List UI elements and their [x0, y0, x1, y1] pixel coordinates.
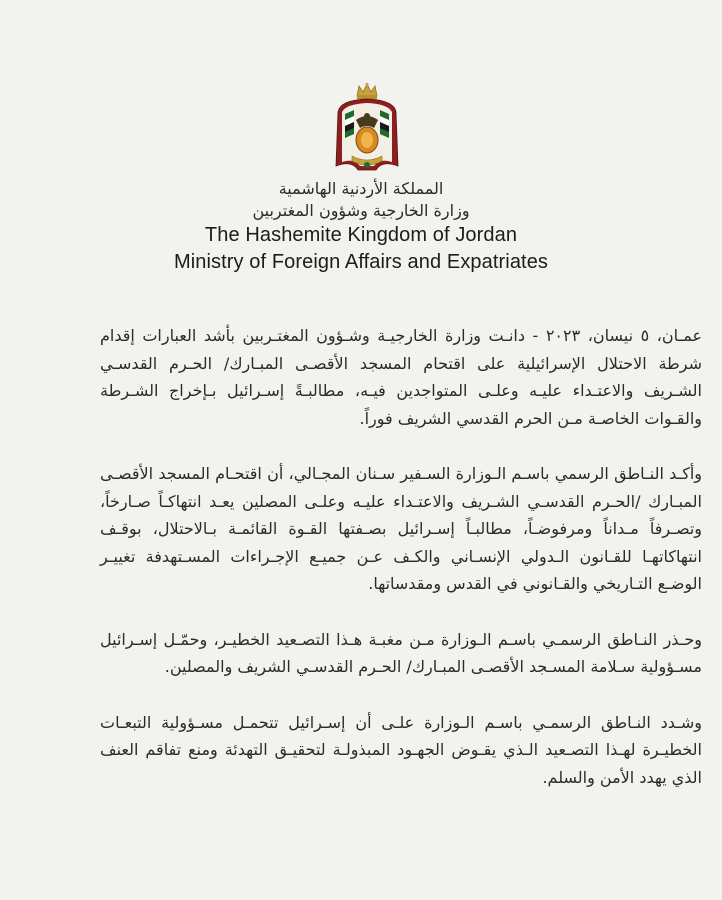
statement-body: [100, 322, 702, 819]
paragraph-4: وشـدد النـاطق الرسمـي باسـم الـوزارة علـى أن إسـرائيل تتحمـل مسـؤولية التبعـات الخطيـرة لهـذا التصـعيد الـذي يقـوض الجهـود المبذولـة لتحقيـق التهدئة ومنع تفاقم العنف الذي يهدد الأمن والسلم.: [100, 712, 702, 787]
ministry-name-arabic: وزارة الخارجية وشؤون المغتربين: [252, 201, 470, 220]
paragraph-1: عمـان، ٥ نيسان، ٢٠٢٣ - دانـت وزارة الخارجيـة وشـؤون المغتـربين بأشد العبارات إقدام شرطة الاحتلال الإسرائيلية على اقتحام المسجد الأقصـى المبـارك/ الحـرم القدسـي الشـريف والاعتـداء عليـه وعلـى المتواجدين فيـه، مطالبـةً إسـرائيل بـإخراج الشـرطة والقـوات الخاصـة مـن الحرم القدسي الشريف فوراً.: [100, 326, 703, 428]
jordan-coat-of-arms-icon: [328, 82, 406, 176]
letterhead: [0, 178, 722, 276]
paragraph-3: وحـذر النـاطق الرسمـي باسـم الـوزارة مـن مغبـة هـذا التصـعيد الخطيـر، وحمّـل إسـرائيل مسـؤولية سـلامة المسـجد الأقصـى المبـارك/ الحـرم القدسـي الشريف والمصلين.: [100, 629, 702, 676]
ministry-name-english: Ministry of Foreign Affairs and Expatriates: [173, 251, 549, 273]
paragraph-2: وأكـد النـاطق الرسمي باسـم الـوزارة السـفير سـنان المجـالي، أن اقتحـام المسجد الأقصـى المبـارك /الحـرم القدسـي الشـريف والاعتـداء عليـه وعلـى المصلين يعـد انتهاكـاً صـارخاً، وتصـرفاً مـداناً ومرفوضـاً، مطالبـاً إسـرائيل بصـفتها القـوة القائمـة بـالاحتلال، بوقـف انتهاكاتهـا للقـانون الـدولي الإنسـاني والكـف عـن جميـع الإجـراءات المسـتهدفة تغييـر الوضـع التـاريخي والقـانوني في القدس ومقدساتها.: [100, 464, 702, 593]
kingdom-name-english: The Hashemite Kingdom of Jordan: [204, 224, 518, 246]
kingdom-name-arabic: المملكة الأردنية الهاشمية: [278, 179, 444, 198]
